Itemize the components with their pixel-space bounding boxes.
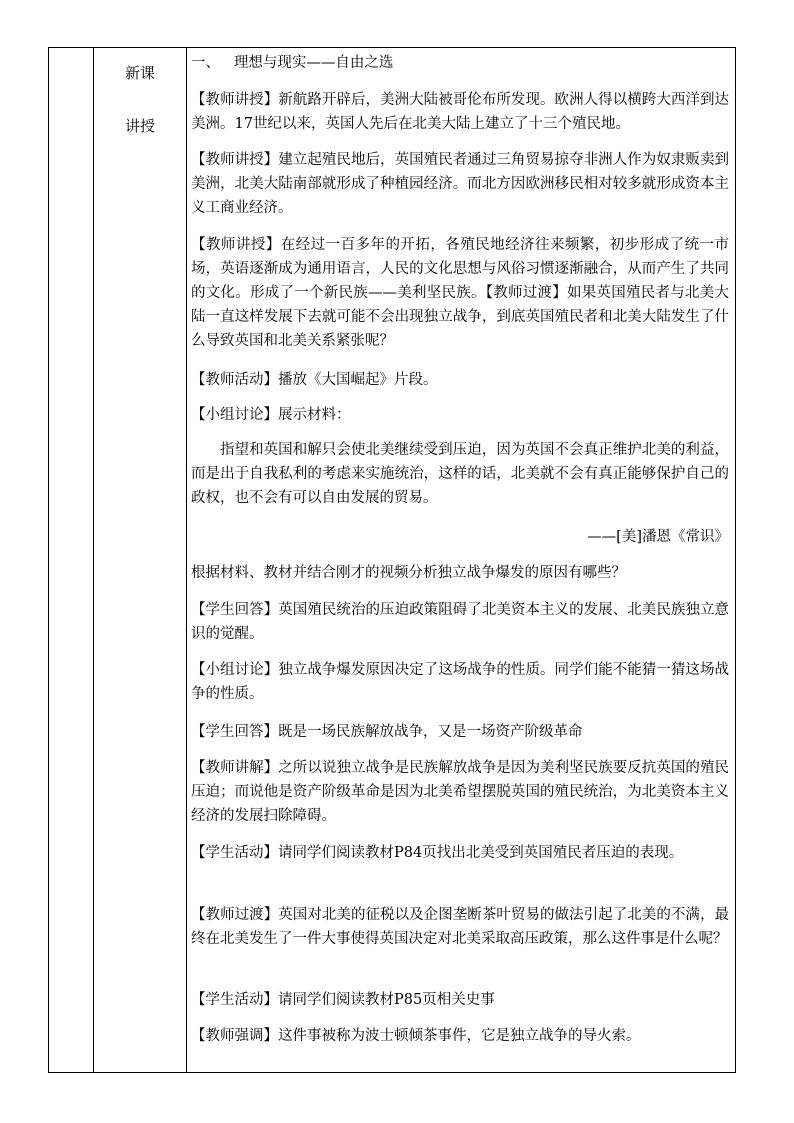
student-activity-2: 【学生活动】请同学们阅读教材P85页相关史事 (191, 992, 495, 1008)
teacher-emphasis: 【教师强调】这件事被称为波士顿倾茶事件，它是独立战争的导火索。 (191, 1028, 641, 1044)
lesson-table (48, 47, 736, 1073)
section-label-new-lesson: 新课 (124, 64, 155, 82)
paragraph-2: 【教师讲授】建立起殖民地后，英国殖民者通过三角贸易掠夺非洲人作为奴隶贩卖到美洲，北美大陆南部就形成了种植园经济。而北方因欧洲移民相对较多就形成资本主义工商业经济。 (191, 152, 729, 216)
column-divider-2 (186, 48, 187, 1072)
paragraph-1: 【教师讲授】新航路开辟后，美洲大陆被哥伦布所发现。欧洲人得以横跨大西洋到达美洲。17世纪以来，英国人先后在北美大陆上建立了十三个殖民地。 (191, 92, 729, 132)
teacher-transition: 【教师过渡】英国对北美的征税以及企图垄断茶叶贸易的做法引起了北美的不满，最终在北美发生了一件大事使得英国决定对北美采取高压政策，那么这件事是什么呢？ (191, 907, 729, 947)
student-activity-1: 【学生活动】请同学们阅读教材P84页找出北美受到英国殖民者压迫的表现。 (191, 845, 684, 861)
column-divider-1 (93, 48, 94, 1072)
quote-text: 指望和英国和解只会使北美继续受到压迫，因为英国不会真正维护北美的利益，而是出于自我私利的考虑来实施统治，这样的话，北美就不会有真正能够保护自己的政权，也不会有可以自由发展的贸易。 (191, 442, 729, 506)
section-heading: 一、 理想与现实——自由之选 (191, 55, 394, 71)
paragraph-5: 【小组讨论】展示材料： (191, 407, 351, 423)
quote-source: ——[美]潘恩《常识》 (587, 529, 729, 545)
paragraph-3: 【教师讲授】在经过一百多年的开拓，各殖民地经济往来频繁，初步形成了统一市场，英语逐渐成为通用语言，人民的文化思想与风俗习惯逐渐融合，从而产生了共同的文化。形成了一个新民族——美利坚民族。【教师过渡】如果英国殖民者与北美大陆一直这样发展下去就可能不会出现独立战争，到底英国殖民者和北美大陆发生了什么导致英国和北美关系紧张呢？ (191, 237, 729, 349)
student-answer-2: 【学生回答】既是一场民族解放战争，又是一场资产阶级革命 (191, 724, 583, 740)
teacher-explanation: 【教师讲解】之所以说独立战争是民族解放战争是因为美利坚民族要反抗英国的殖民压迫；而说他是资产阶级革命是因为北美希望摆脱英国的殖民统治，为北美资本主义经济的发展扫除障碍。 (191, 760, 729, 824)
question-paragraph: 根据材料、教材并结合刚才的视频分析独立战争爆发的原因有哪些？ (191, 565, 626, 581)
student-answer-1: 【学生回答】英国殖民统治的压迫政策阻碍了北美资本主义的发展、北美民族独立意识的觉醒。 (191, 602, 729, 642)
paragraph-4: 【教师活动】播放《大国崛起》片段。 (191, 372, 438, 388)
group-discussion-2: 【小组讨论】独立战争爆发原因决定了这场战争的性质。同学们能不能猜一猜这场战争的性质。 (191, 662, 729, 702)
section-label-teaching: 讲授 (124, 117, 155, 135)
